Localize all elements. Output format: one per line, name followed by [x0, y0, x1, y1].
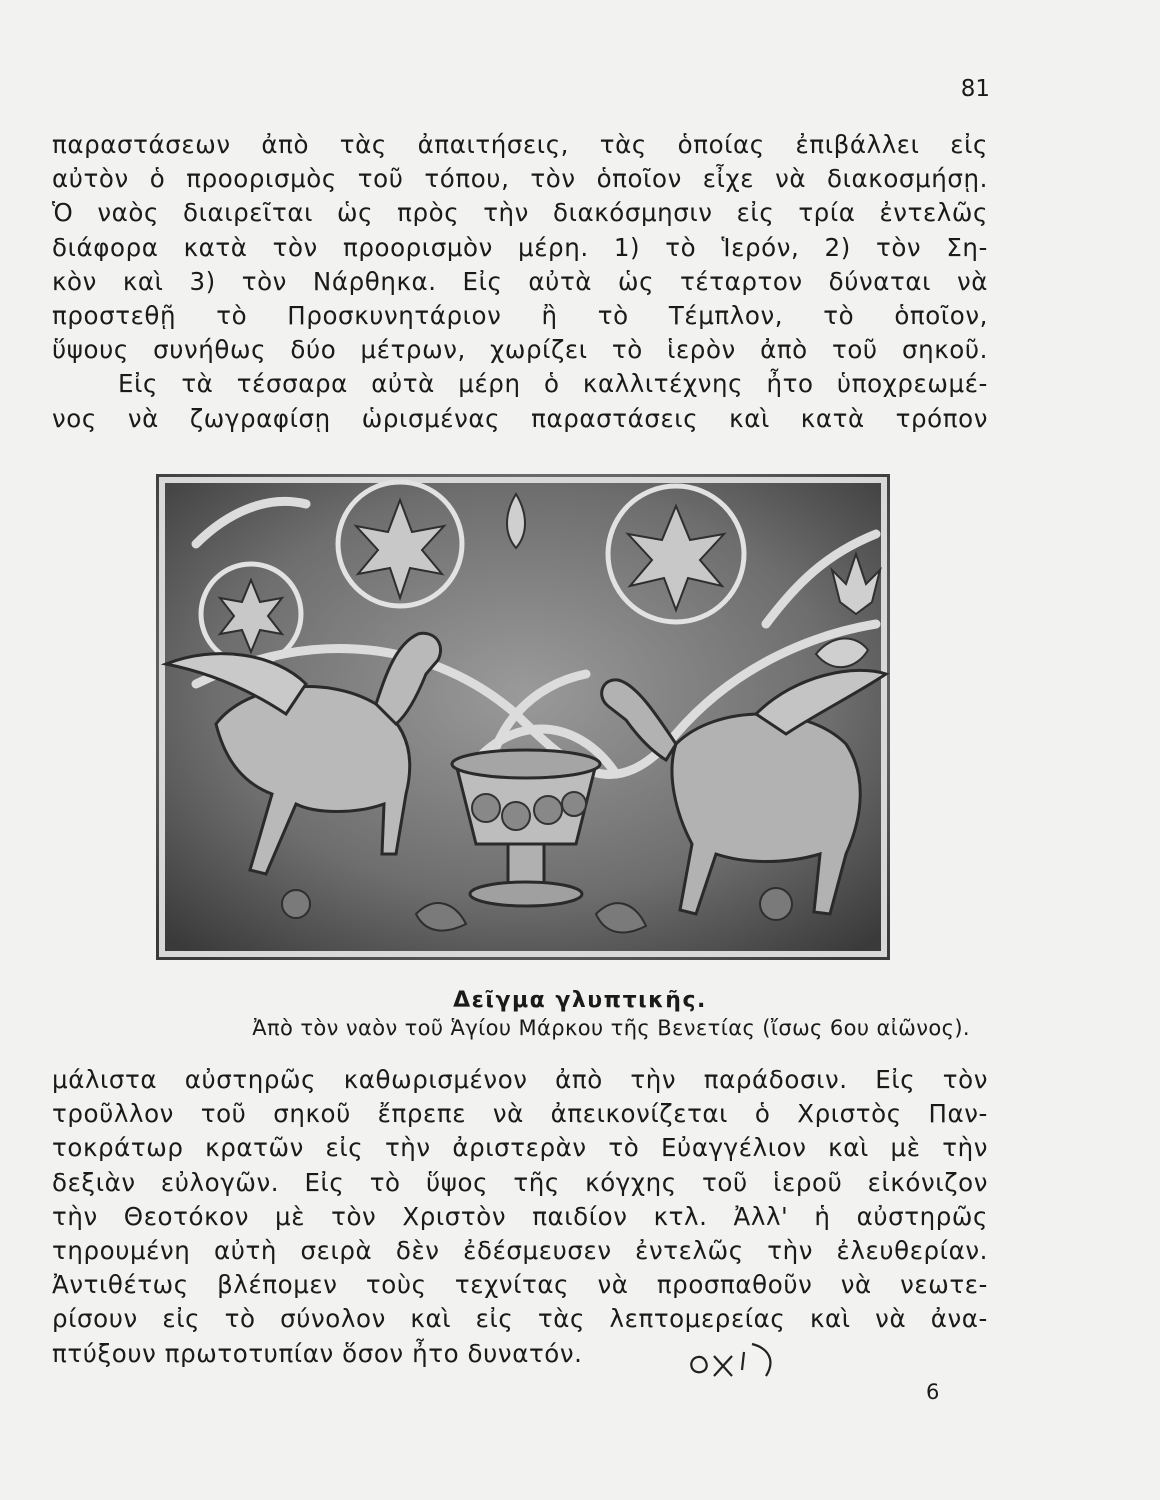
text-line: κὸν καὶ 3) τὸν Νάρθηκα. Εἰς αὐτὰ ὡς τέταρτον δύναται νὰ	[52, 266, 988, 296]
text-line: Ἀντιθέτως βλέπομεν τοὺς τεχνίτας νὰ προσπαθοῦν νὰ νεωτε-	[52, 1270, 988, 1300]
text-line: τροῦλλον τοῦ σηκοῦ ἔπρεπε νὰ ἀπεικονίζεται ὁ Χριστὸς Παν-	[52, 1099, 988, 1129]
text-line: τοκράτωρ κρατῶν εἰς τὴν ἀριστερὰν τὸ Εὐαγγέλιον καὶ μὲ τὴν	[52, 1133, 988, 1163]
page-number: 81	[960, 76, 990, 102]
text-line: τηρουμένη αὐτὴ σειρὰ δὲν ἐδέσμευσεν ἐντελῶς τὴν ἐλευθερίαν.	[52, 1235, 988, 1265]
text-line: δεξιὰν εὐλογῶν. Εἰς τὸ ὕψος τῆς κόγχης τοῦ ἱεροῦ εἰκόνιζον	[52, 1167, 988, 1197]
bottom-paragraph	[52, 1063, 988, 1371]
figure-caption-subtitle: Ἀπὸ τὸν ναὸν τοῦ Ἁγίου Μάρκου τῆς Βενετίας (ἴσως 6ου αἰῶνος).	[252, 1016, 970, 1040]
text-line: νος νὰ ζωγραφίσῃ ὡρισμένας παραστάσεις καὶ κατὰ τρόπον	[52, 403, 988, 433]
text-line: Εἰς τὰ τέσσαρα αὐτὰ μέρη ὁ καλλιτέχνης ἦτο ὑποχρεωμέ-	[118, 369, 988, 399]
text-line: ὕψους συνήθως δύο μέτρων, χωρίζει τὸ ἱερὸν ἀπὸ τοῦ σηκοῦ.	[52, 335, 988, 365]
text-line: διάφορα κατὰ τὸν προορισμὸν μέρη. 1) τὸ Ἱερόν, 2) τὸν Ση-	[52, 232, 988, 262]
top-paragraph	[52, 128, 988, 436]
text-line: προστεθῇ τὸ Προσκυνητάριον ἢ τὸ Τέμπλον, τὸ ὁποῖον,	[52, 300, 988, 330]
printer-signature-number: 6	[926, 1380, 940, 1404]
text-line: αὐτὸν ὁ προορισμὸς τοῦ τόπου, τὸν ὁποῖον εἶχε νὰ διακοσμήσῃ.	[52, 164, 988, 194]
figure-caption-title: Δεῖγμα γλυπτικῆς.	[453, 988, 707, 1013]
text-line: Ὁ ναὸς διαιρεῖται ὡς πρὸς τὴν διακόσμησιν εἰς τρία ἐντελῶς	[52, 198, 988, 228]
text-line: τὴν Θεοτόκον μὲ τὸν Χριστὸν παιδίον κτλ. Ἀλλ' ἡ αὐστηρῶς	[52, 1201, 988, 1231]
sculpture-relief-image	[156, 474, 890, 960]
text-line: μάλιστα αὐστηρῶς καθωρισμένον ἀπὸ τὴν παράδοσιν. Εἰς τὸν	[52, 1065, 988, 1094]
handwritten-annotation-icon	[684, 1338, 784, 1382]
sculpture-photograph	[156, 474, 890, 960]
text-line: ρίσουν εἰς τὸ σύνολον καὶ εἰς τὰς λεπτομερείας καὶ νὰ ἀνα-	[52, 1304, 988, 1334]
text-line: παραστάσεων ἀπὸ τὰς ἀπαιτήσεις, τὰς ὁποίας ἐπιβάλλει εἰς	[52, 130, 988, 159]
text-line: πτύξουν πρωτοτυπίαν ὅσον ἦτο δυνατόν.	[52, 1338, 583, 1368]
